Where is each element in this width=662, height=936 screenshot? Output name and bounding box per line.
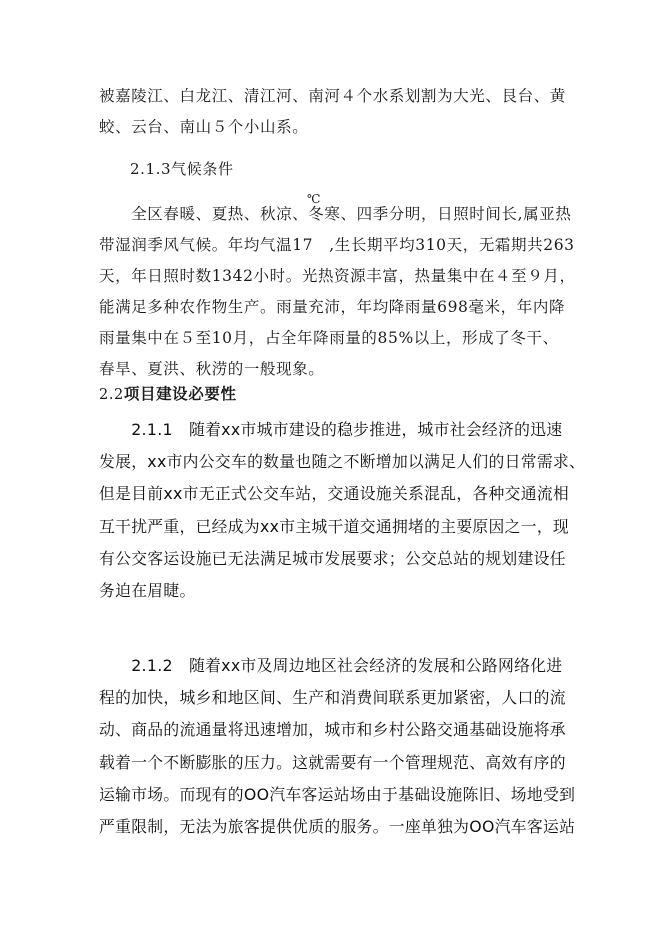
text-line: 全区春暖、夏热、秋凉、冬寒、四季分明，日照时间长,属亚热 xyxy=(99,205,572,223)
section-title: 项目建设必要性 xyxy=(123,385,237,403)
text-line: 2.1.2 随着xx市及周边地区社会经济的发展和公路网络化进 xyxy=(99,656,563,675)
text-line: 春旱、夏洪、秋涝的一般现象。 xyxy=(99,360,325,378)
text-line: 程的加快，城乡和地区间、生产和消费间联系更加紧密，人口的流 xyxy=(99,688,566,708)
section-number: 2.2 xyxy=(99,387,124,403)
degree-symbol: ℃ xyxy=(307,192,321,206)
text-line: 发展，xx市内公交车的数量也随之不断增加以满足人们的日常需求、 xyxy=(99,452,586,472)
text-line: 互干扰严重，已经成为xx市主城干道交通拥堵的主要原因之一，现 xyxy=(99,516,570,536)
text-line: 被嘉陵江、白龙江、清江河、南河４个水系划割为大光、艮台、黄 xyxy=(99,87,566,105)
text-line: 动、商品的流通量将迅速增加，城市和乡村公路交通基础设施将承 xyxy=(99,720,566,740)
text-line: 能满足多种农作物生产。雨量充沛，年均降雨量698毫米，年内降 xyxy=(99,298,566,316)
text-line: 严重限制，无法为旅客提供优质的服务。一座单独为OO汽车客运站 xyxy=(99,816,576,836)
necessity-paragraph-1 xyxy=(99,414,586,607)
text-line: 蛟、云台、南山５个小山系。 xyxy=(99,118,309,136)
section-heading-necessity xyxy=(99,382,237,404)
text-line: 雨量集中在５至10月，占全年降雨量的85%以上，形成了冬干、 xyxy=(99,329,559,347)
text-line: 但是目前xx市无正式公交车站，交通设施关系混乱，各种交通流相 xyxy=(99,484,570,504)
text-line: 带湿润季风气候。年均气温17 ,生长期平均310天，无霜期共263 xyxy=(99,236,575,254)
necessity-paragraph-2 xyxy=(99,650,576,843)
climate-paragraph xyxy=(99,199,576,385)
section-heading-climate: 2.1.3气候条件 xyxy=(130,160,234,178)
text-line: 务迫在眉睫。 xyxy=(99,580,196,600)
text-line: 2.1.1 随着xx市城市建设的稳步推进，城市社会经济的迅速 xyxy=(99,420,563,439)
text-line: 载着一个不断膨胀的压力。这就需要有一个管理规范、高效有序的 xyxy=(99,752,566,772)
intro-paragraph xyxy=(99,81,566,143)
text-line: 天，年日照时数1342小时。光热资源丰富，热量集中在４至９月， xyxy=(99,267,576,285)
text-line: 运输市场。而现有的OO汽车客运站场由于基础设施陈旧、场地受到 xyxy=(99,784,576,804)
text-line: 有公交客运设施已无法满足城市发展要求；公交总站的规划建设任 xyxy=(99,548,566,568)
